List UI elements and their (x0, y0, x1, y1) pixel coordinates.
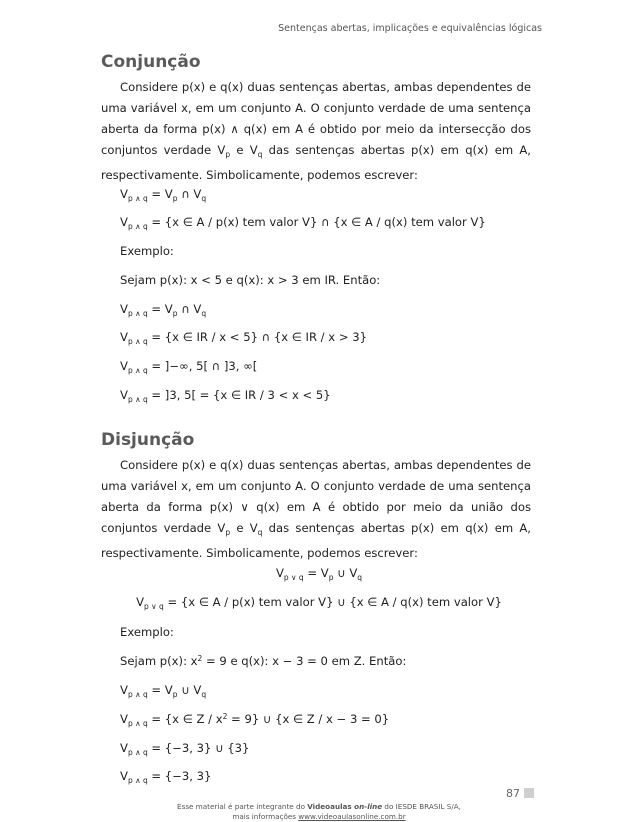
formula-line: $V_{p \wedge q} = \{-3$, 3} ∪ {3} (120, 741, 250, 757)
formula-line: $V_{p \wedge q}$ = ]−∞, 5[ ∩ ]3, ∞[ (120, 359, 258, 375)
section-title-conjuncao: Conjunção (101, 52, 201, 72)
formula-line: $V_{p \wedge q} = \{x$ ∈ IR / x < 5} ∩ {x ∈ IR / x > 3} (120, 330, 367, 346)
running-header: Sentenças abertas, implicações e equivalências lógicas (278, 23, 542, 34)
formula-line: $V_{p \wedge q} = \{-3$, 3} (120, 769, 212, 785)
page-marker-square (524, 788, 534, 798)
example-label: Exemplo: (120, 625, 174, 639)
page-number: 87 (506, 787, 520, 800)
example-statement: Sejam p(x): x < 5 e q(x): x > 3 em IR. Então: (120, 273, 381, 287)
formula-line: $V_{p \wedge q} = \{x$ ∈ $Z / x^2 = 9$} ∪ {x ∈ Z / x − 3 = 0} (120, 712, 390, 728)
paragraph-disjuncao: Considere p(x) e q(x) duas sentenças abertas, ambas dependentes de uma variável x, em um conjunto A. O conjunto verdade de uma sentença aberta da forma p(x) ∨ q(x) em A é obtido por meio da união dos conjuntos verdade $V_p$ e $V_q$ das sentenças abertas p(x) em q(x) em A, respectivamente. Simbolicamente, podemos escrever: (101, 458, 531, 560)
paragraph-conjuncao: Considere p(x) e q(x) duas sentenças abertas, ambas dependentes de uma variável x, em um conjunto A. O conjunto verdade de uma sentença aberta da forma p(x) ∧ q(x) em A é obtido por meio da intersecção dos conjuntos verdade $V_p$ e $V_q$ das sentenças abertas p(x) em q(x) em A, respectivamente. Simbolicamente, podemos escrever: (101, 80, 531, 182)
example-label: Exemplo: (120, 244, 174, 258)
example-statement: Sejam p(x): $x^2 = 9$ e q(x): x − 3 = 0 em Z. Então: (120, 654, 407, 668)
footer-line-1: Esse material é parte integrante do Videoaulas on-line do IESDE BRASIL S/A, (177, 802, 461, 811)
footer (0, 802, 638, 822)
formula-centered: $V_{p \vee q} = \{x$ ∈ A / p(x) tem valor V} ∪ {x ∈ A / q(x) tem valor V} (136, 595, 502, 611)
formula-line: $V_{p \wedge q} = \{x$ ∈ A / p(x) tem valor V} ∩ {x ∈ A / q(x) tem valor V} (120, 215, 486, 231)
footer-line-2: mais informações www.videoaulasonline.com.br (232, 812, 406, 821)
formula-line: $V_{p \wedge q} = ]3$, 5[ = {x ∈ IR / 3 < x < 5} (120, 388, 331, 404)
footer-website-link[interactable]: www.videoaulasonline.com.br (298, 812, 406, 821)
formula-line: $V_{p \wedge q} = V_p$ ∩ $V_q$ (120, 187, 207, 203)
formula-centered: $V_{p \vee q} = V_p$ ∪ $V_q$ (275, 566, 363, 582)
formula-line: $V_{p \wedge q} = V_p$ ∩ $V_q$ (120, 302, 207, 318)
section-title-disjuncao: Disjunção (101, 430, 195, 450)
formula-line: $V_{p \wedge q} = V_p$ ∪ $V_q$ (120, 683, 207, 699)
